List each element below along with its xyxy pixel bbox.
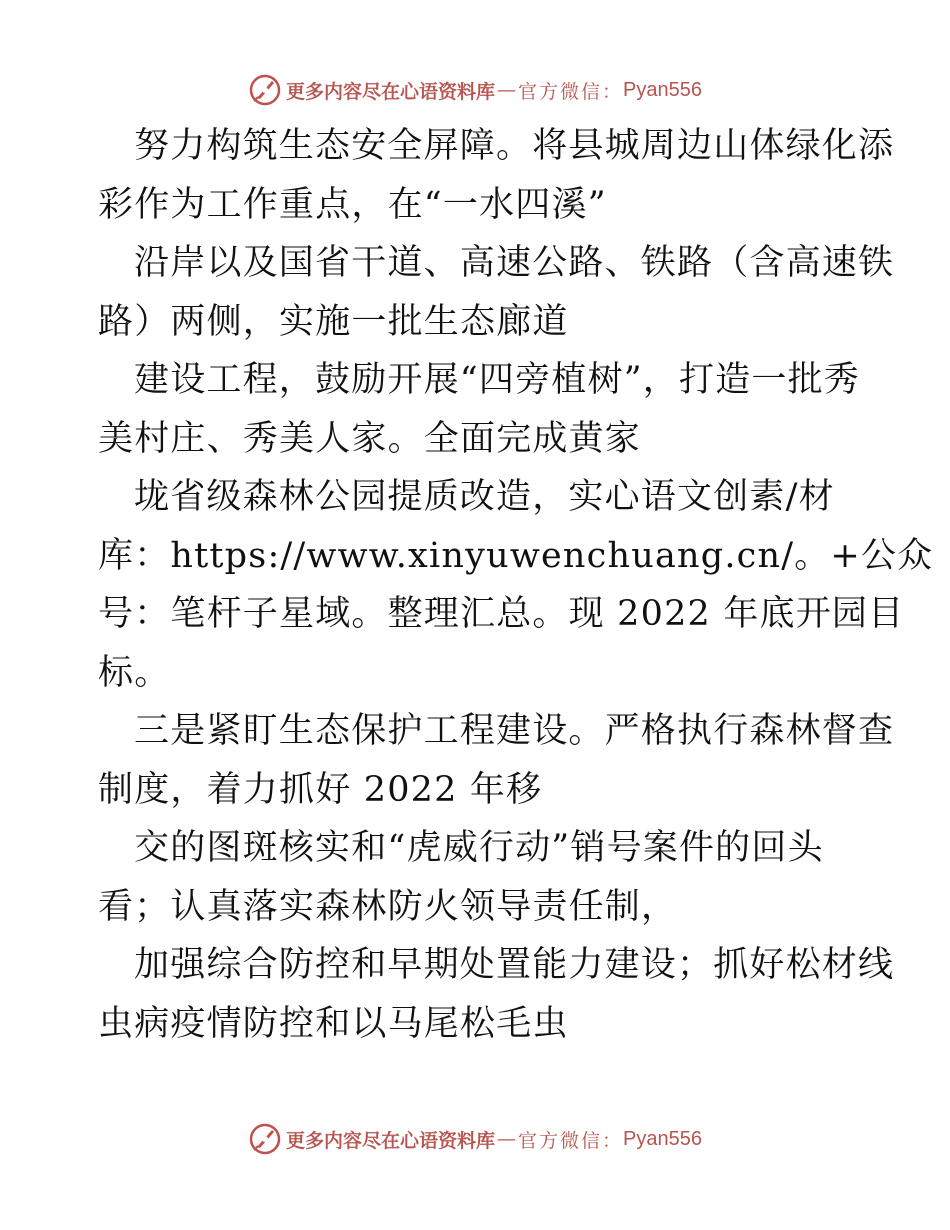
banner-wechat-id: Pyan556 [623, 78, 702, 101]
text-line: 虫病疫情防控和以马尾松毛虫 [98, 1003, 569, 1044]
text-line-url: 库：https://www.xinyuwenchuang.cn/。+公众 [98, 535, 934, 576]
text-line: 沿岸以及国省干道、高速公路、铁路（含高速铁 [134, 243, 895, 283]
text-line: 加强综合防控和早期处置能力建设；抓好松材线 [134, 945, 895, 985]
text-line: 美村庄、秀美人家。全面完成黄家 [98, 418, 642, 459]
text-line: 垅省级森林公园提质改造，实心语文创素/材 [134, 477, 835, 517]
text-line: 标。 [98, 652, 171, 693]
header-banner[interactable] [0, 70, 950, 110]
text-line: 交的图斑核实和“虎威行动”销号案件的回头 [134, 828, 824, 868]
text-line: 制度，着力抓好 2022 年移 [98, 769, 543, 810]
text-line: 建设工程，鼓励开展“四旁植树”，打造一批秀 [134, 360, 860, 400]
banner-brand-text: 更多内容尽在心语资料库 [286, 1129, 496, 1152]
footer-banner[interactable] [0, 1119, 950, 1159]
text-line: 彩作为工作重点，在“一水四溪” [98, 184, 607, 225]
text-line: 努力构筑生态安全屏障。将县城周边山体绿化添 [134, 126, 895, 166]
banner-dash: — [497, 1128, 517, 1150]
body-text [98, 117, 934, 1053]
text-line: 三是紧盯生态保护工程建设。严格执行森林督查 [134, 711, 895, 751]
banner-dash: — [497, 79, 517, 101]
text-line: 号：笔杆子星域。整理汇总。现 2022 年底开园目 [98, 594, 905, 634]
text-line: 路）两侧，实施一批生态廊道 [98, 301, 569, 342]
banner-brand-text: 更多内容尽在心语资料库 [286, 80, 496, 103]
banner-wechat-id: Pyan556 [623, 1127, 702, 1150]
banner-official-label: 官方微信： [518, 80, 624, 103]
quill-logo-icon [248, 1122, 282, 1156]
quill-logo-icon [248, 73, 282, 107]
banner-official-label: 官方微信： [518, 1129, 624, 1152]
text-line: 看；认真落实森林防火领导责任制， [98, 886, 678, 927]
